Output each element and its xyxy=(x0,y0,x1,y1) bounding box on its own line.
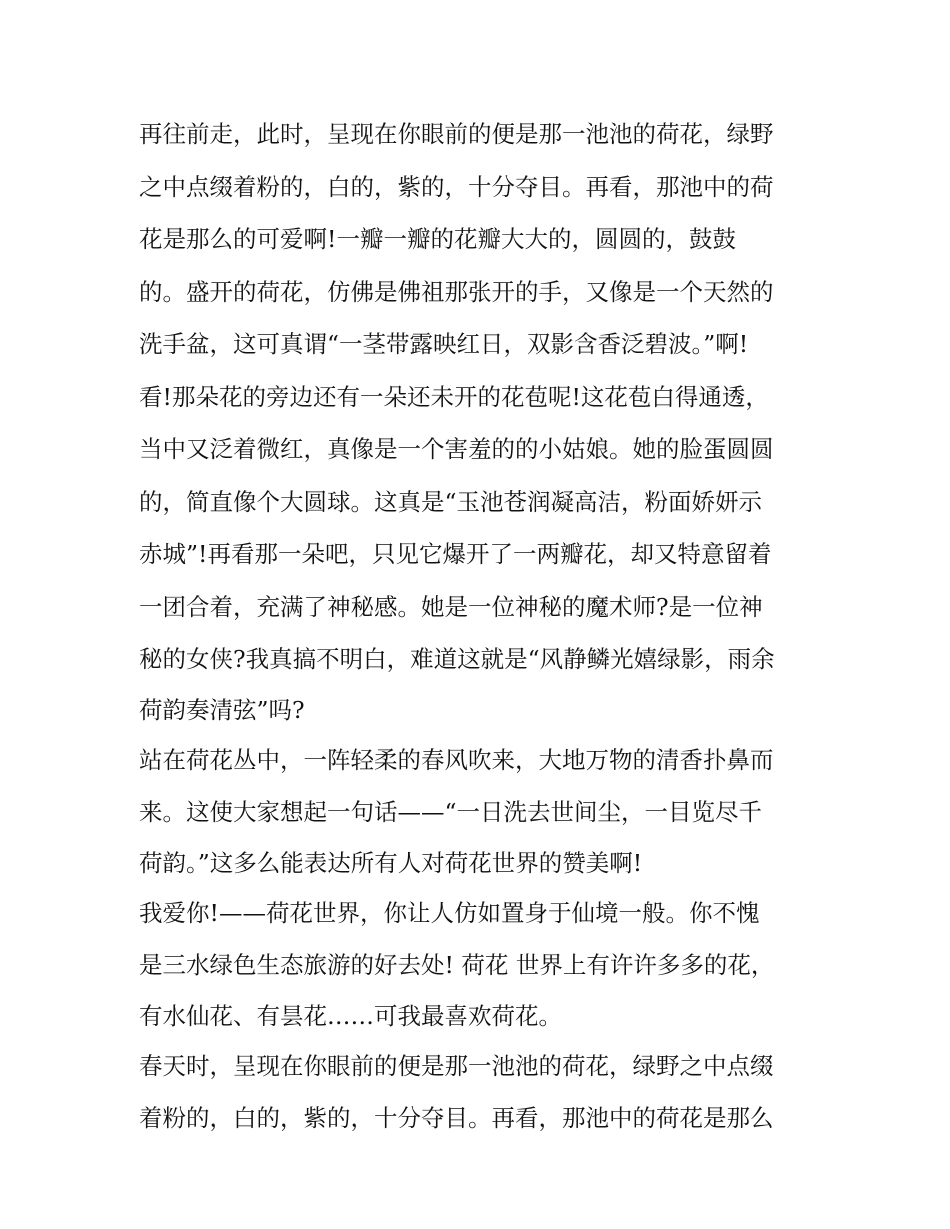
text-line: 花是那么的可爱啊!一瓣一瓣的花瓣大大的，圆圆的，鼓鼓 xyxy=(139,225,736,253)
text-line: 的，简直像个大圆球。这真是“玉池苍润凝高洁，粉面娇妍示 xyxy=(139,487,763,516)
text-line: 我爱你!——荷花世界，你让人仿如置身于仙境一般。你不愧 xyxy=(139,898,760,927)
text-line: 荷韵。”这多么能表达所有人对荷花世界的赞美啊! xyxy=(139,848,643,877)
text-line: 再往前走，此时，呈现在你眼前的便是那一池池的荷花，绿野 xyxy=(139,120,774,148)
text-line: 有水仙花、有昙花……可我最喜欢荷花。 xyxy=(139,1001,562,1030)
text-line: 站在荷花丛中，一阵轻柔的春风吹来，大地万物的清香扑鼻而 xyxy=(139,745,774,774)
text-line: 一团合着，充满了神秘感。她是一位神秘的魔术师?是一位神 xyxy=(139,592,763,621)
body-text xyxy=(139,108,819,1145)
text-line: 的。盛开的荷花，仿佛是佛祖那张开的手，又像是一个天然的 xyxy=(139,277,774,306)
text-line: 来。这使大家想起一句话——“一日洗去世间尘，一目览尽千 xyxy=(139,798,763,826)
text-line: 赤城”!再看那一朵吧，只见它爆开了一两瓣花，却又特意留着 xyxy=(139,540,772,568)
text-line: 春天时，呈现在你眼前的便是那一池池的荷花，绿野之中点缀 xyxy=(139,1051,774,1080)
text-line: 荷韵奏清弦”吗? xyxy=(139,695,305,724)
text-line: 洗手盆，这可真谓“一茎带露映红日，双影含香泛碧波。”啊! xyxy=(139,330,749,358)
text-line: 着粉的，白的，紫的，十分夺目。再看，那池中的荷花是那么 xyxy=(139,1104,774,1132)
text-line: 当中又泛着微红，真像是一个害羞的的小姑娘。她的脸蛋圆圆 xyxy=(139,435,774,463)
text-line: 秘的女侠?我真搞不明白，难道这就是“风静鳞光嬉绿影，雨余 xyxy=(139,645,775,673)
text-line: 是三水绿色生态旅游的好去处! 荷花 世界上有许许多多的花， xyxy=(139,951,775,979)
text-line: 看!那朵花的旁边还有一朵还未开的花苞呢!这花苞白得通透， xyxy=(139,382,769,411)
text-line: 之中点缀着粉的，白的，紫的，十分夺目。再看，那池中的荷 xyxy=(139,172,774,201)
